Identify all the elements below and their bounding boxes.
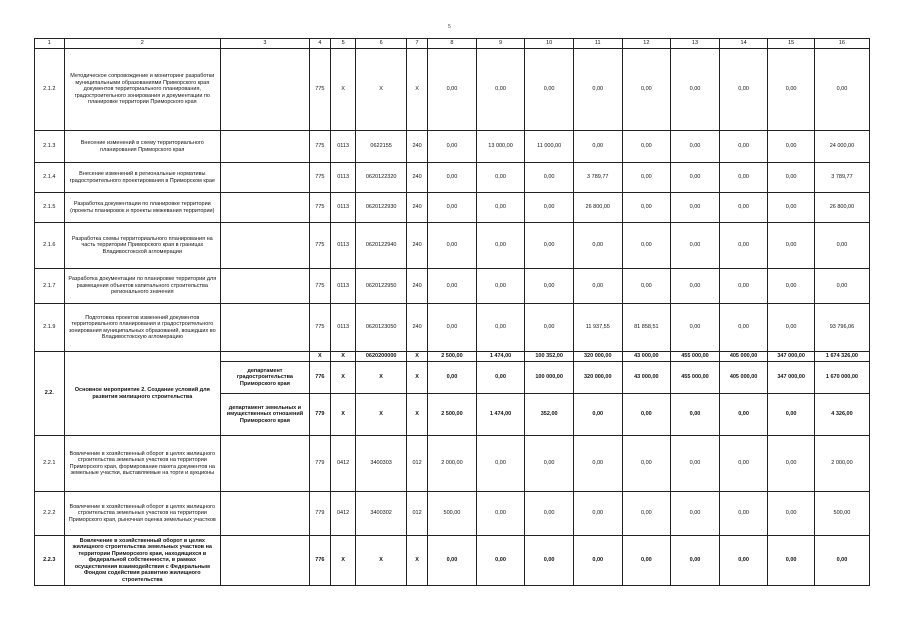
row-number-cell: 2.1.7 [35, 269, 65, 304]
row-number-cell: 2.2.3 [35, 536, 65, 586]
row-value-cell: 775 [309, 131, 330, 163]
row-value-cell: 0,00 [476, 163, 525, 193]
row-value-cell: 0,00 [622, 163, 671, 193]
row-value-cell: 3400302 [356, 492, 407, 536]
header-cell: 7 [407, 39, 428, 49]
row-value-cell: 0,00 [814, 223, 869, 269]
row-value-cell: 2 500,00 [428, 352, 477, 362]
header-cell: 16 [814, 39, 869, 49]
row-value-cell: 0,00 [768, 394, 815, 436]
row-value-cell: 0,00 [671, 269, 720, 304]
row-value-cell: 0113 [330, 304, 355, 352]
row-value-cell: 320 000,00 [573, 362, 622, 394]
row-name-cell: Вовлечение в хозяйственный оборот в целях жилищного строительства земельных участков на территории Приморского края, рыночная оценка земельных участков [64, 492, 220, 536]
row-value-cell: 775 [309, 269, 330, 304]
header-cell: 11 [573, 39, 622, 49]
row-value-cell: 1 474,00 [476, 394, 525, 436]
row-value-cell: 3 789,77 [573, 163, 622, 193]
row-value-cell: 347 000,00 [768, 362, 815, 394]
main-event-executor-cell [221, 352, 310, 362]
row-value-cell: Х [356, 49, 407, 131]
row-value-cell: 0,00 [428, 163, 477, 193]
row-value-cell: 26 800,00 [573, 193, 622, 223]
table-row [35, 304, 870, 352]
row-value-cell: 2 000,00 [814, 436, 869, 492]
row-value-cell: Х [330, 352, 355, 362]
row-value-cell: 0,00 [768, 536, 815, 586]
row-value-cell: 0,00 [573, 269, 622, 304]
page-number: 5 [448, 24, 451, 30]
row-value-cell: 0,00 [768, 304, 815, 352]
row-value-cell: Х [407, 394, 428, 436]
row-value-cell: 0,00 [476, 193, 525, 223]
row-value-cell: 0,00 [428, 193, 477, 223]
row-value-cell: 43 000,00 [622, 362, 671, 394]
row-value-cell: 0,00 [525, 163, 574, 193]
row-value-cell: 0,00 [671, 536, 720, 586]
row-executor-cell [221, 223, 310, 269]
row-value-cell: 405 000,00 [719, 352, 768, 362]
row-value-cell: 0,00 [622, 131, 671, 163]
row-value-cell: 0,00 [622, 223, 671, 269]
row-value-cell: 0,00 [768, 49, 815, 131]
table-row [35, 131, 870, 163]
row-number-cell: 2.2.2 [35, 492, 65, 536]
row-value-cell: 0113 [330, 223, 355, 269]
row-value-cell: 500,00 [428, 492, 477, 536]
row-number-cell: 2.1.3 [35, 131, 65, 163]
row-value-cell: 4 326,00 [814, 394, 869, 436]
header-cell: 6 [356, 39, 407, 49]
row-value-cell: 776 [309, 362, 330, 394]
row-executor-cell [221, 492, 310, 536]
row-value-cell: Х [330, 536, 355, 586]
row-value-cell: 352,00 [525, 394, 574, 436]
row-value-cell: 775 [309, 193, 330, 223]
row-value-cell: 500,00 [814, 492, 869, 536]
row-executor-cell [221, 536, 310, 586]
header-cell: 10 [525, 39, 574, 49]
row-name-cell: Разработка документации по планировке территории для размещения объектов капитального строительства регионального значения [64, 269, 220, 304]
row-value-cell: 0,00 [622, 269, 671, 304]
row-value-cell: 1 674 326,00 [814, 352, 869, 362]
row-value-cell: 2 000,00 [428, 436, 477, 492]
row-value-cell: 0,00 [719, 536, 768, 586]
row-value-cell: 775 [309, 304, 330, 352]
budget-table [34, 38, 870, 586]
row-value-cell: 0,00 [622, 394, 671, 436]
row-value-cell: 455 000,00 [671, 352, 720, 362]
row-value-cell: 0,00 [768, 223, 815, 269]
row-value-cell: 11 000,00 [525, 131, 574, 163]
row-value-cell: 0,00 [814, 49, 869, 131]
row-value-cell: 0,00 [622, 436, 671, 492]
row-value-cell: 0,00 [671, 492, 720, 536]
row-value-cell: Х [330, 362, 355, 394]
row-value-cell: 0,00 [476, 536, 525, 586]
row-value-cell: 0,00 [525, 49, 574, 131]
row-value-cell: 0,00 [719, 49, 768, 131]
row-value-cell: 0,00 [428, 131, 477, 163]
row-value-cell: 0,00 [622, 49, 671, 131]
row-value-cell: 0,00 [428, 362, 477, 394]
row-value-cell: 0,00 [671, 436, 720, 492]
table-row [35, 436, 870, 492]
row-value-cell: 0,00 [814, 536, 869, 586]
row-value-cell: 0,00 [719, 223, 768, 269]
row-value-cell: 0,00 [476, 304, 525, 352]
row-value-cell: 0,00 [428, 223, 477, 269]
row-value-cell: 0620122930 [356, 193, 407, 223]
row-value-cell: 0,00 [476, 223, 525, 269]
executor-cell: департамент земельных и имущественных отношений Приморского края [221, 394, 310, 436]
row-value-cell: 0,00 [573, 536, 622, 586]
row-value-cell: 240 [407, 193, 428, 223]
row-value-cell: 0,00 [671, 49, 720, 131]
row-value-cell: 240 [407, 131, 428, 163]
row-value-cell: 0,00 [525, 223, 574, 269]
table-row [35, 163, 870, 193]
row-value-cell: 26 800,00 [814, 193, 869, 223]
row-name-cell: Вовлечение в хозяйственный оборот в целях жилищного строительства земельных участков на территории Приморского края, формирование пакета документов на земельные участки, выставляемые на торги и аукционы [64, 436, 220, 492]
row-value-cell: 240 [407, 269, 428, 304]
row-value-cell: 0622155 [356, 131, 407, 163]
row-name-cell: Вовлечение в хозяйственный оборот в целях жилищного строительства земельных участков на территории Приморского края, находящихся в федеральной собственности, в рамках осуществления взаимодействия с Федеральным Фондом содействия развитию жилищного строительства [64, 536, 220, 586]
row-value-cell: 0,00 [719, 269, 768, 304]
row-value-cell: 0,00 [814, 269, 869, 304]
row-value-cell: 776 [309, 536, 330, 586]
row-value-cell: 0,00 [428, 536, 477, 586]
row-value-cell: 0,00 [622, 492, 671, 536]
header-cell: 3 [221, 39, 310, 49]
table-row [35, 536, 870, 586]
row-value-cell: 0620122320 [356, 163, 407, 193]
row-value-cell: 0,00 [622, 193, 671, 223]
row-value-cell: 0,00 [573, 131, 622, 163]
row-value-cell: 775 [309, 49, 330, 131]
row-value-cell: 0,00 [573, 492, 622, 536]
row-name-cell: Разработка схемы территориального планирования на часть территории Приморского края в границах Владивостокской агломерации [64, 223, 220, 269]
row-value-cell: 11 937,55 [573, 304, 622, 352]
row-value-cell: 0,00 [768, 163, 815, 193]
header-cell: 1 [35, 39, 65, 49]
row-value-cell: 0113 [330, 131, 355, 163]
row-value-cell: Х [407, 536, 428, 586]
row-value-cell: 779 [309, 492, 330, 536]
header-cell: 13 [671, 39, 720, 49]
row-number-cell: 2.1.9 [35, 304, 65, 352]
row-value-cell: 0412 [330, 436, 355, 492]
header-cell: 14 [719, 39, 768, 49]
row-value-cell: 43 000,00 [622, 352, 671, 362]
row-value-cell: Х [407, 352, 428, 362]
row-executor-cell [221, 131, 310, 163]
row-value-cell: 0,00 [768, 492, 815, 536]
header-cell: 5 [330, 39, 355, 49]
row-value-cell: 2 500,00 [428, 394, 477, 436]
row-value-cell: 0,00 [768, 131, 815, 163]
row-executor-cell [221, 49, 310, 131]
row-value-cell: 0412 [330, 492, 355, 536]
row-value-cell: 0,00 [525, 492, 574, 536]
row-value-cell: 0,00 [671, 163, 720, 193]
row-value-cell: 240 [407, 163, 428, 193]
row-value-cell: Х [309, 352, 330, 362]
row-name-cell: Внесение изменений в региональные нормативы градостроительного проектирования в Приморском крае [64, 163, 220, 193]
row-value-cell: 13 000,00 [476, 131, 525, 163]
header-cell: 15 [768, 39, 815, 49]
row-value-cell: 0,00 [476, 362, 525, 394]
row-value-cell: 0,00 [622, 536, 671, 586]
row-value-cell: 0,00 [719, 394, 768, 436]
row-value-cell: 93 796,06 [814, 304, 869, 352]
row-number-cell: 2.1.2 [35, 49, 65, 131]
row-number-cell: 2.1.5 [35, 193, 65, 223]
row-name-cell: Разработка документации по планировке территории (проекты планировок и проекты межевания территории) [64, 193, 220, 223]
row-executor-cell [221, 269, 310, 304]
header-cell: 12 [622, 39, 671, 49]
row-value-cell: 81 858,51 [622, 304, 671, 352]
row-value-cell: 0,00 [719, 492, 768, 536]
row-value-cell: 0,00 [719, 193, 768, 223]
row-value-cell: 347 000,00 [768, 352, 815, 362]
table-row [35, 492, 870, 536]
row-executor-cell [221, 193, 310, 223]
row-value-cell: 0,00 [525, 304, 574, 352]
row-value-cell: Х [330, 49, 355, 131]
row-value-cell: 1 670 000,00 [814, 362, 869, 394]
row-value-cell: 0,00 [476, 436, 525, 492]
row-value-cell: 0113 [330, 193, 355, 223]
header-cell: 8 [428, 39, 477, 49]
row-name-cell: Внесение изменений в схему территориального планирования Приморского края [64, 131, 220, 163]
row-value-cell: 0,00 [671, 223, 720, 269]
row-value-cell: 0113 [330, 163, 355, 193]
row-value-cell: Х [407, 49, 428, 131]
row-value-cell: 012 [407, 492, 428, 536]
main-event-total-row [35, 352, 870, 362]
row-value-cell: 0,00 [671, 131, 720, 163]
row-value-cell: 0,00 [428, 269, 477, 304]
row-value-cell: 0,00 [428, 304, 477, 352]
row-value-cell: 24 000,00 [814, 131, 869, 163]
row-value-cell: 0,00 [719, 131, 768, 163]
row-value-cell: Х [356, 394, 407, 436]
row-value-cell: 779 [309, 394, 330, 436]
row-value-cell: Х [356, 536, 407, 586]
row-name-cell: Подготовка проектов изменений документов территориального планирования и градостроительного зонирования муниципальных образований, вошедших во Владивостокскую агломерацию [64, 304, 220, 352]
row-number-cell: 2.2.1 [35, 436, 65, 492]
main-event-name-cell: Основное мероприятие 2. Создание условий для развития жилищного строительства [64, 352, 220, 436]
row-value-cell: 0,00 [768, 436, 815, 492]
row-value-cell: 0,00 [525, 536, 574, 586]
row-value-cell: 405 000,00 [719, 362, 768, 394]
row-value-cell: Х [356, 362, 407, 394]
row-value-cell: 0,00 [525, 269, 574, 304]
row-value-cell: 0620123050 [356, 304, 407, 352]
row-number-cell: 2.1.6 [35, 223, 65, 269]
row-name-cell: Методическое сопровождение и мониторинг разработки муниципальными образованиями Приморского края документов территориального планирования, градостроительного зонирования и документации по планировке территории Приморского края [64, 49, 220, 131]
row-executor-cell [221, 304, 310, 352]
row-value-cell: 0,00 [768, 269, 815, 304]
row-value-cell: 0,00 [573, 49, 622, 131]
row-value-cell: 0,00 [671, 394, 720, 436]
row-value-cell: 0,00 [476, 269, 525, 304]
row-value-cell: 0,00 [476, 492, 525, 536]
row-value-cell: 320 000,00 [573, 352, 622, 362]
row-value-cell: 0113 [330, 269, 355, 304]
row-value-cell: 012 [407, 436, 428, 492]
row-value-cell: 100 352,00 [525, 352, 574, 362]
row-value-cell: 0,00 [525, 193, 574, 223]
row-value-cell: 0,00 [768, 193, 815, 223]
row-value-cell: Х [407, 362, 428, 394]
table-row [35, 269, 870, 304]
row-value-cell: 240 [407, 304, 428, 352]
main-event-number-cell: 2.2. [35, 352, 65, 436]
row-value-cell: 1 474,00 [476, 352, 525, 362]
header-cell: 2 [64, 39, 220, 49]
row-value-cell: 3 789,77 [814, 163, 869, 193]
row-value-cell: 0,00 [476, 49, 525, 131]
row-executor-cell [221, 436, 310, 492]
row-value-cell: 775 [309, 223, 330, 269]
row-value-cell: 0,00 [719, 304, 768, 352]
row-value-cell: 0,00 [671, 304, 720, 352]
row-value-cell: 0,00 [719, 436, 768, 492]
table-row [35, 193, 870, 223]
row-value-cell: 779 [309, 436, 330, 492]
row-number-cell: 2.1.4 [35, 163, 65, 193]
table-body [35, 39, 870, 586]
header-row [35, 39, 870, 49]
row-value-cell: 0620122950 [356, 269, 407, 304]
header-cell: 9 [476, 39, 525, 49]
row-value-cell: 0620200000 [356, 352, 407, 362]
row-value-cell: 100 000,00 [525, 362, 574, 394]
row-value-cell: 3400303 [356, 436, 407, 492]
row-value-cell: 0,00 [671, 193, 720, 223]
row-value-cell: 0,00 [525, 436, 574, 492]
header-cell: 4 [309, 39, 330, 49]
executor-cell: департамент градостроительства Приморского края [221, 362, 310, 394]
row-value-cell: 0,00 [573, 394, 622, 436]
row-value-cell: 775 [309, 163, 330, 193]
row-value-cell: 0,00 [719, 163, 768, 193]
row-value-cell: 240 [407, 223, 428, 269]
row-value-cell: 455 000,00 [671, 362, 720, 394]
table-row [35, 49, 870, 131]
row-executor-cell [221, 163, 310, 193]
row-value-cell: 0620122940 [356, 223, 407, 269]
row-value-cell: 0,00 [573, 436, 622, 492]
table-row [35, 223, 870, 269]
row-value-cell: 0,00 [573, 223, 622, 269]
row-value-cell: Х [330, 394, 355, 436]
row-value-cell: 0,00 [428, 49, 477, 131]
